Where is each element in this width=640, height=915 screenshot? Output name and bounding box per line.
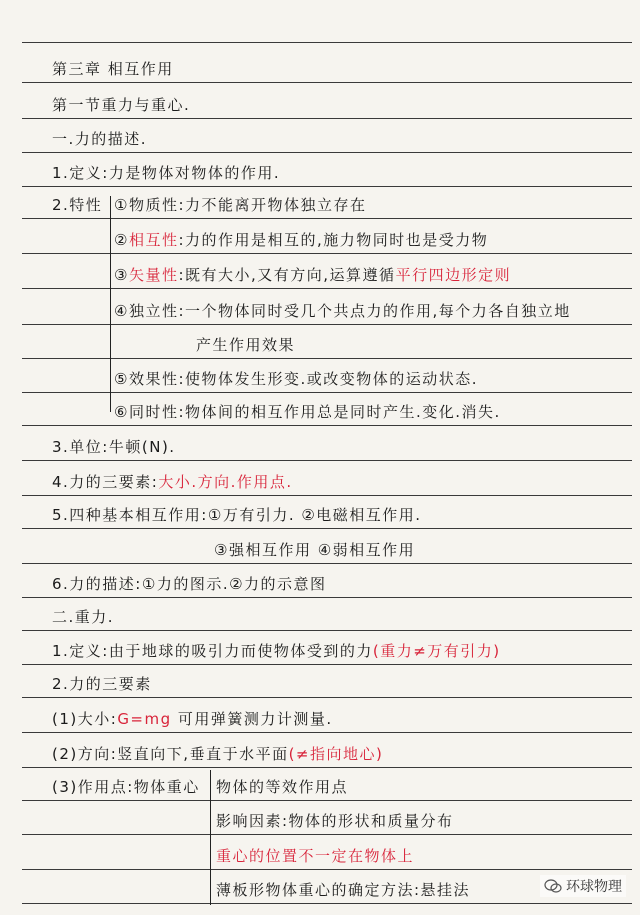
- gravity-direction-text: (2)方向:竖直向下,垂直于水平面: [52, 745, 289, 763]
- part2-heading: 二.重力.: [52, 608, 115, 626]
- section-title: 第一节重力与重心.: [52, 96, 191, 114]
- gravity-direction-note: (≠指向地心): [288, 745, 384, 763]
- center-of-gravity-note: 重心的位置不一定在物体上: [216, 847, 415, 865]
- property-materiality: ①物质性:力不能离开物体独立存在: [114, 196, 367, 214]
- property-independence-cont: 产生作用效果: [196, 336, 296, 354]
- center-of-gravity-method: 薄板形物体重心的确定方法:悬挂法: [216, 881, 471, 899]
- gravity-definition-note: (重力≠万有引力): [372, 642, 501, 660]
- force-unit: 3.单位:牛顿(N).: [52, 438, 176, 456]
- gravity-formula: G=mg: [117, 710, 172, 728]
- watermark-text: 环球物理: [566, 879, 622, 895]
- force-representation: 6.力的描述:①力的图示.②力的示意图: [52, 575, 327, 593]
- basic-interactions: 5.四种基本相互作用:①万有引力. ②电磁相互作用.: [52, 506, 422, 524]
- watermark: [540, 875, 626, 897]
- part1-heading: 一.力的描述.: [52, 130, 148, 148]
- gravity-magnitude-label: (1)大小:: [52, 710, 118, 728]
- property-vector-number: ③: [114, 266, 129, 284]
- force-three-elements: [52, 473, 293, 491]
- property-mutuality: [114, 231, 488, 249]
- center-of-gravity-bracket: [210, 770, 211, 905]
- basic-interactions-cont: ③强相互作用 ④弱相互作用: [214, 541, 416, 559]
- force-three-elements-value: 大小.方向.作用点.: [158, 473, 293, 491]
- force-three-elements-label: 4.力的三要素:: [52, 473, 159, 491]
- center-of-gravity-definition: 物体的等效作用点: [216, 778, 349, 796]
- property-mutuality-term: 相互性: [128, 231, 179, 249]
- gravity-direction: [52, 745, 383, 763]
- property-vector-term: 矢量性: [128, 266, 179, 284]
- properties-bracket: [110, 196, 111, 412]
- center-of-gravity-factors: 影响因素:物体的形状和质量分布: [216, 812, 454, 830]
- property-vector-rule: 平行四边形定则: [395, 266, 512, 284]
- wechat-icon: [544, 879, 562, 893]
- property-mutuality-number: ②: [114, 231, 129, 249]
- gravity-definition-text: 1.定义:由于地球的吸引力而使物体受到的力: [52, 642, 373, 660]
- property-mutuality-text: :力的作用是相互的,施力物同时也是受力物: [178, 231, 489, 249]
- gravity-application-label: (3)作用点:物体重心: [52, 778, 200, 796]
- property-vector: [114, 266, 511, 284]
- property-vector-text: :既有大小,又有方向,运算遵循: [178, 266, 396, 284]
- properties-label: 2.特性: [52, 196, 103, 214]
- gravity-magnitude: [52, 710, 333, 728]
- gravity-definition: [52, 642, 501, 660]
- gravity-three-elements: 2.力的三要素: [52, 675, 152, 693]
- property-simultaneity: ⑥同时性:物体间的相互作用总是同时产生.变化.消失.: [114, 403, 501, 421]
- chapter-title: 第三章 相互作用: [52, 60, 174, 78]
- property-effect: ⑤效果性:使物体发生形变.或改变物体的运动状态.: [114, 370, 479, 388]
- property-independence: ④独立性:一个物体同时受几个共点力的作用,每个力各自独立地: [114, 302, 571, 320]
- gravity-magnitude-text: 可用弹簧测力计测量.: [177, 710, 333, 728]
- gravity-application-point: [52, 778, 200, 796]
- force-definition: 1.定义:力是物体对物体的作用.: [52, 164, 281, 182]
